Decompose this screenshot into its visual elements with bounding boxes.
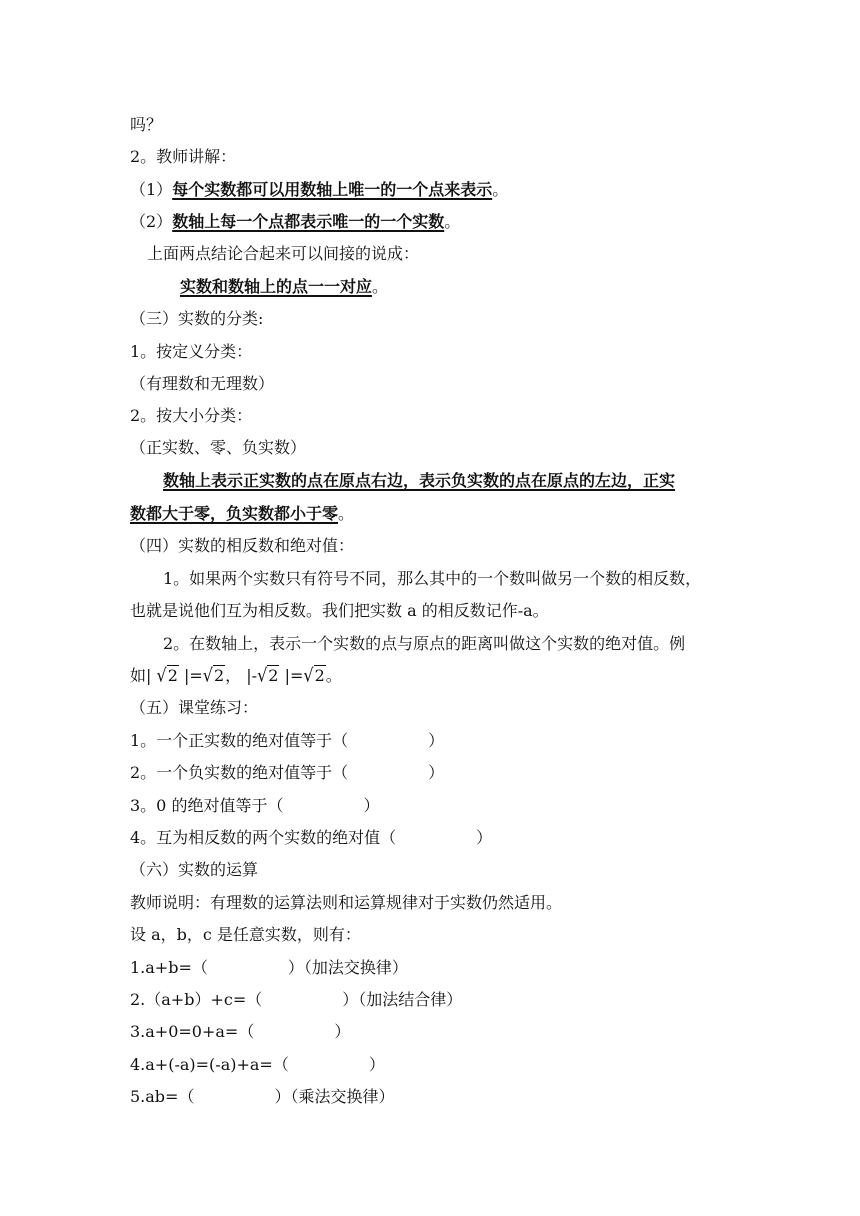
text: =	[189, 666, 203, 685]
text: （正实数、零、负实数）	[130, 438, 307, 457]
text: 。	[492, 180, 509, 199]
abs-bar: |-	[246, 666, 258, 685]
sqrt-expression: √2	[156, 664, 178, 687]
law-item	[130, 1021, 350, 1043]
text-line	[130, 114, 162, 136]
text: 。	[444, 212, 461, 231]
math-example-line	[130, 665, 342, 687]
law-item	[130, 989, 462, 1011]
text: 吗？	[130, 115, 163, 134]
text: 2。一个负实数的绝对值等于（ ）	[130, 763, 445, 782]
text-line	[147, 243, 419, 265]
text: 设 a，b，c 是任意实数，则有：	[130, 925, 361, 944]
text: （五）课堂练习：	[130, 698, 259, 717]
radicand: 2	[314, 666, 325, 685]
text: 上面两点结论合起来可以间接的说成：	[147, 244, 420, 263]
text-line	[130, 146, 236, 168]
text-line	[130, 373, 274, 395]
emphasis-text: 数轴上表示正实数的点在原点右边，表示负实数的点在原点的左边，正实	[163, 471, 676, 490]
section-heading	[130, 697, 258, 719]
text: 1.a+b=（ ）（加法交换律）	[130, 958, 408, 977]
text: （三）实数的分类:	[130, 309, 264, 328]
exercise-item	[130, 795, 379, 817]
text: =	[289, 666, 304, 685]
text-line	[163, 633, 685, 655]
text: 如	[130, 666, 147, 685]
emphasis-text: 每个实数都可以用数轴上唯一的一个点来表示	[172, 180, 493, 199]
text-line	[130, 341, 252, 363]
radicand: 2	[268, 666, 279, 685]
text: 4.a+(-a)=(-a)+a=（ ）	[130, 1055, 385, 1074]
radicand: 2	[167, 666, 178, 685]
text: 。	[372, 277, 389, 296]
section-heading	[130, 308, 263, 330]
text: 。	[338, 504, 355, 523]
text-line	[130, 437, 306, 459]
text: 5.ab=（ ）（乘法交换律）	[130, 1087, 395, 1106]
text-line	[130, 892, 562, 914]
text-line	[163, 568, 701, 590]
exercise-item	[130, 762, 444, 784]
sqrt-expression: √2	[202, 664, 225, 687]
conclusion-2	[130, 211, 460, 233]
law-item	[130, 957, 408, 979]
text: 3.a+0=0+a=（ ）	[130, 1022, 351, 1041]
sqrt-expression: √2	[303, 664, 325, 687]
text-line	[130, 405, 252, 427]
text: （有理数和无理数）	[130, 374, 275, 393]
conclusion-1	[130, 179, 508, 201]
text: （1）	[130, 180, 173, 199]
law-item	[130, 1086, 394, 1108]
text: 2。在数轴上，表示一个实数的点与原点的距离叫做这个实数的绝对值。例	[163, 634, 686, 653]
emphasis-text: 数轴上每一个点都表示唯一的一个实数	[172, 212, 445, 231]
text: 1。如果两个实数只有符号不同，那么其中的一个数叫做另一个数的相反数，	[163, 569, 702, 588]
text: 1。一个正实数的绝对值等于（ ）	[130, 731, 445, 750]
text: 1。按定义分类：	[130, 342, 253, 361]
text: 。	[325, 666, 342, 685]
abs-bar: |	[284, 666, 290, 685]
emphasis-paragraph-line	[130, 503, 354, 525]
text: 4。互为相反数的两个实数的绝对值（ ）	[130, 828, 493, 847]
text: （2）	[130, 212, 173, 231]
emphasis-text: 实数和数轴上的点一一对应	[180, 277, 373, 296]
text: 3。0 的绝对值等于（ ）	[130, 796, 380, 815]
text: 2。教师讲解：	[130, 147, 237, 166]
sqrt-expression: √2	[257, 664, 279, 687]
text: （四）实数的相反数和绝对值：	[130, 536, 355, 555]
text: ，	[225, 666, 242, 685]
law-item	[130, 1054, 385, 1076]
abs-bar: |	[146, 666, 152, 685]
text-line	[130, 600, 549, 622]
text: 2.（a+b）+c=（ ）（加法结合律）	[130, 990, 463, 1009]
radicand: 2	[213, 666, 225, 685]
text-line	[130, 924, 361, 946]
section-heading	[130, 859, 258, 881]
section-heading	[130, 535, 354, 557]
text: （六）实数的运算	[130, 860, 259, 879]
emphasis-paragraph-line	[163, 470, 675, 492]
key-conclusion	[180, 276, 388, 298]
text: 教师说明：有理数的运算法则和运算规律对于实数仍然适用。	[130, 893, 563, 912]
text: 2。按大小分类：	[130, 406, 253, 425]
exercise-item	[130, 827, 492, 849]
emphasis-text: 数都大于零，负实数都小于零	[130, 504, 339, 523]
text: 也就是说他们互为相反数。我们把实数 a 的相反数记作-a。	[130, 601, 549, 620]
abs-bar: |	[183, 666, 190, 685]
exercise-item	[130, 730, 444, 752]
